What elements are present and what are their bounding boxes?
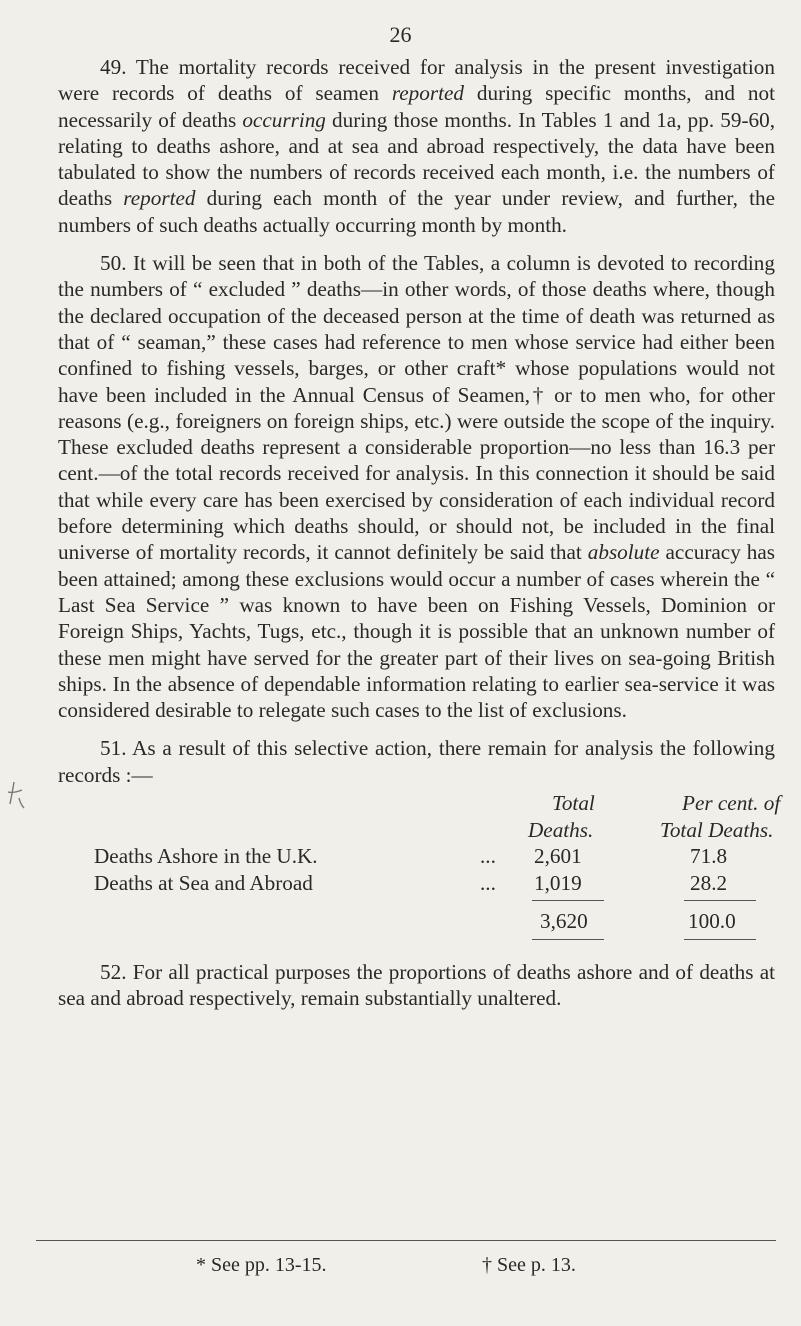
paragraph-50-text-1: 50. It will be seen that in both of the Tables, a column is devoted to recording the numbers of “ excluded ” deaths—in other words, of those deaths where, though the declared occupation of the deceased person at the time of death was returned as that of “ seaman,” these cases had reference to men whose service had either been confined to fishing vessels, barges, or other craft* whose populations would not have been included in the Annual Census of Seamen,† or to men who, for other reasons (e.g., foreigners on foreign ships, etc.) were outside the scope of the inquiry. These excluded deaths represent a considerable proportion—no less than 16.3 per cent.—of the total records received for analysis. In this connection it should be said that while every care has been exercised by consideration of each individual record before determining which deaths should, or should not, be included in the final universe of mortality records, it cannot definitely be said that xyxy=(58,251,775,565)
row-leader-dots: ... xyxy=(480,870,496,895)
row-label: Deaths Ashore in the U.K. xyxy=(94,844,318,869)
sum-rule-percent xyxy=(684,900,756,901)
row-percent: 71.8 xyxy=(690,844,728,869)
grand-total-percent: 100.0 xyxy=(688,909,736,934)
table-row xyxy=(58,870,775,897)
page-number: 26 xyxy=(389,22,412,47)
footnote-2: † See p. 13. xyxy=(482,1254,576,1276)
row-leader-dots: ... xyxy=(480,844,496,869)
footnotes xyxy=(196,1252,716,1278)
sum-rule-total xyxy=(532,900,604,901)
table-row xyxy=(58,843,775,870)
paragraph-50 xyxy=(58,250,775,723)
records-table xyxy=(58,790,781,947)
header-percent: Per cent. of xyxy=(682,791,781,816)
table-total-row xyxy=(58,908,775,935)
pencil-mark-icon xyxy=(4,780,26,810)
paragraph-52: 52. For all practical purposes the proportions of deaths ashore and of deaths at sea and abroad respectively, remain substantially unaltered. xyxy=(58,959,775,1010)
paragraph-49-text-4: during each month of the year under review, and further, the numbers of such deaths actually occurring month by month. xyxy=(58,186,775,237)
closing-rule-total xyxy=(532,939,604,940)
footnote-1: * See pp. 13-15. xyxy=(196,1254,327,1276)
paragraph-49-emphasis-1: reported xyxy=(391,81,464,106)
table-header-row-1 xyxy=(58,790,781,817)
paragraph-50-text-2: accuracy has been attained; among these exclusions would occur a number of cases wherein the “ Last Sea Service ” was known to have been on Fishing Vessels, Dominion or Foreign Ships, Yachts, Tugs, etc., though it is possible that an unknown number of these men might have served for the greater part of their lives on sea-going British ships. In the absence of dependable information relating to earlier sea-service it was considered desirable to relegate such cases to the list of exclusions. xyxy=(58,540,775,723)
row-total: 2,601 xyxy=(534,844,582,869)
sum-rule-row xyxy=(58,896,775,908)
paragraph-49-text-3: during those months. In Tables 1 and 1a, pp. 59-60, relating to deaths ashore, and at sea and abroad respectively, the data have been tabulated to show the numbers of records received each month, i.e. the numbers of deaths xyxy=(58,107,775,211)
page-body xyxy=(58,54,781,1011)
paragraph-51: 51. As a result of this selective action, there remain for analysis the following records :— xyxy=(58,736,775,787)
header-deaths: Deaths. xyxy=(528,817,594,842)
paragraph-49 xyxy=(58,54,775,238)
row-percent: 28.2 xyxy=(690,870,728,895)
row-label: Deaths at Sea and Abroad xyxy=(94,870,313,895)
closing-rule-percent xyxy=(684,939,756,940)
paragraph-49-text-1: 49. The mortality records received for analysis in the present investigation were records of deaths of seamen xyxy=(58,55,775,106)
table-header-row-2 xyxy=(58,817,775,844)
closing-rule-row xyxy=(58,935,775,947)
paragraph-50-emphasis-1: absolute xyxy=(587,540,660,565)
header-total: Total xyxy=(552,791,595,816)
grand-total: 3,620 xyxy=(540,909,588,934)
paragraph-49-text-2: during specific months, and not necessarily of deaths xyxy=(58,81,775,132)
paragraph-49-emphasis-2: occurring xyxy=(242,107,326,132)
footnote-divider xyxy=(36,1240,776,1241)
paragraph-49-emphasis-3: reported xyxy=(123,186,196,211)
row-total: 1,019 xyxy=(534,870,582,895)
header-total-deaths: Total Deaths. xyxy=(660,817,774,842)
